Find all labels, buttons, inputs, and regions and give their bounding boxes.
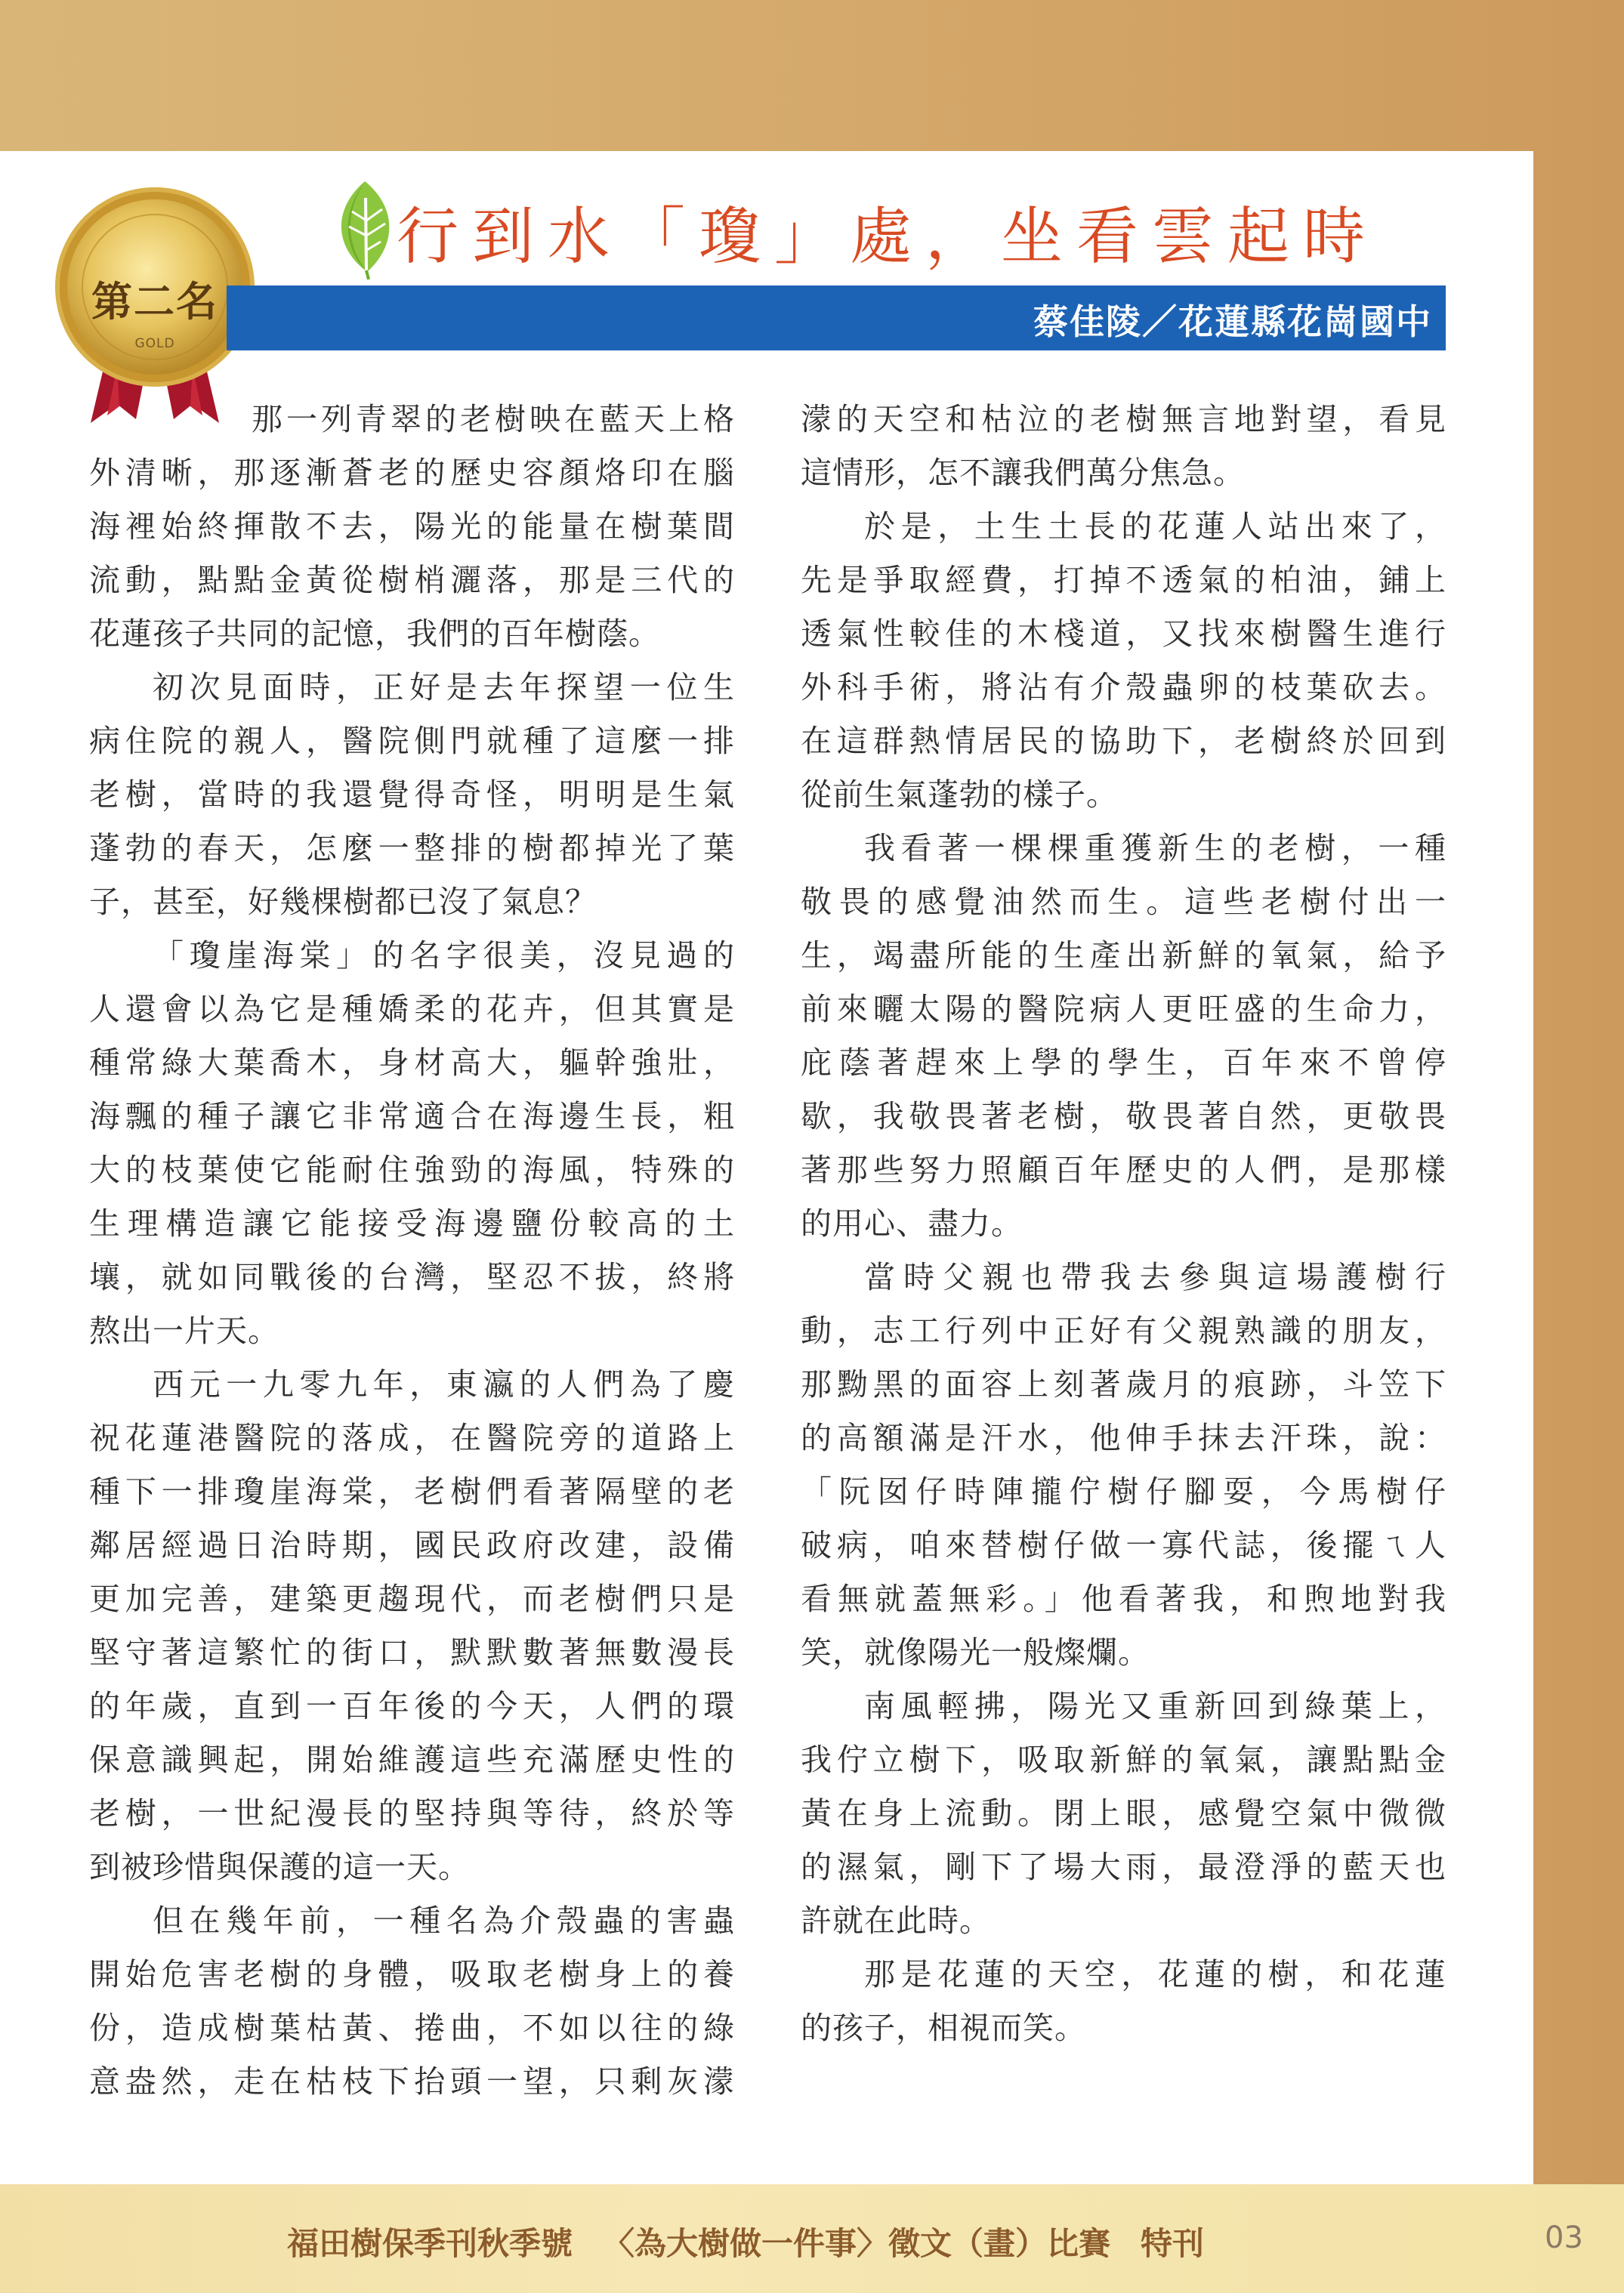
paragraph [89, 661, 735, 929]
text-line: 外科手術，將沾有介殼蟲卵的枝葉砍去。 [801, 669, 1446, 705]
paragraph [801, 1251, 1446, 1680]
text-line: 笑，就像陽光一般燦爛。 [801, 1634, 1150, 1671]
text-line: 鄰居經過日治時期，國民政府改建，設備 [89, 1527, 735, 1563]
article-title: 行到水「瓊」處，坐看雲起時 [397, 201, 1379, 273]
text-line: 但在幾年前，一種名為介殼蟲的害蟲 [153, 1903, 735, 1939]
text-line: 保意識興起，開始維護這些充滿歷史性的 [89, 1742, 735, 1778]
page-number: 03 [1545, 2220, 1583, 2255]
text-line: 開始危害老樹的身體，吸取老樹身上的養 [89, 1956, 735, 1992]
text-line: 種下一排瓊崖海棠，老樹們看著隔壁的老 [89, 1474, 735, 1510]
text-line: 當時父親也帶我去參與這場護樹行 [864, 1259, 1446, 1295]
text-line: 我看著一棵棵重獲新生的老樹，一種 [864, 830, 1446, 866]
text-line: 份，造成樹葉枯黃、捲曲，不如以往的綠 [89, 2010, 735, 2046]
author-byline: 蔡佳陵／花蓮縣花崗國中 [1033, 301, 1432, 342]
text-line: 南風輕拂，陽光又重新回到綠葉上， [864, 1688, 1446, 1724]
text-line: 壤，就如同戰後的台灣，堅忍不拔，終將 [89, 1259, 735, 1295]
text-line: 海飄的種子讓它非常適合在海邊生長，粗 [89, 1098, 735, 1134]
text-line: 在這群熱情居民的協助下，老樹終於回到 [801, 723, 1446, 759]
footer-magazine: 福田樹保季刊秋季號 [287, 2225, 573, 2262]
medal-rank-text: 第二名 [91, 278, 218, 326]
paragraph [801, 1948, 1446, 2055]
text-line: 的高額滿是汗水，他伸手抹去汗珠，說： [801, 1420, 1446, 1456]
text-line: 許就在此時。 [801, 1903, 991, 1939]
text-line: 於是，土生土長的花蓮人站出來了， [864, 508, 1446, 545]
text-line: 那一列青翠的老樹映在藍天上格 [252, 401, 735, 437]
text-column-right [801, 393, 1446, 2055]
text-line: 的用心、盡力。 [801, 1205, 1023, 1242]
text-line: 的濕氣，剛下了場大雨，最澄淨的藍天也 [801, 1849, 1446, 1885]
paragraph [89, 1894, 735, 2109]
medal-grade-text: GOLD [134, 336, 175, 351]
text-line: 前來曬太陽的醫院病人更旺盛的生命力， [801, 991, 1446, 1027]
text-line: 從前生氣蓬勃的樣子。 [801, 776, 1118, 813]
text-line: 種常綠大葉喬木，身材高大，軀幹強壯， [89, 1045, 735, 1081]
text-line: 海裡始終揮散不去，陽光的能量在樹葉間 [89, 508, 735, 545]
text-line: 歇，我敬畏著老樹，敬畏著自然，更敬畏 [801, 1098, 1446, 1134]
text-line: 先是爭取經費，打掉不透氣的柏油，鋪上 [801, 562, 1446, 598]
text-line: 老樹，一世紀漫長的堅持與等待，終於等 [89, 1795, 735, 1832]
text-line: 「瓊崖海棠」的名字很美，沒見過的 [153, 937, 735, 974]
text-line: 動，志工行列中正好有父親熟識的朋友， [801, 1313, 1446, 1349]
text-line: 「阮囡仔時陣攏佇樹仔腳耍，今馬樹仔 [801, 1474, 1446, 1510]
text-line: 生理構造讓它能接受海邊鹽份較高的土 [89, 1205, 735, 1242]
text-line: 人還會以為它是種嬌柔的花卉，但其實是 [89, 991, 735, 1027]
text-line: 堅守著這繁忙的街口，默默數著無數漫長 [89, 1634, 735, 1671]
text-line: 破病，咱來替樹仔做一寡代誌，後擺ㄟ人 [801, 1527, 1446, 1563]
text-line: 的孩子，相視而笑。 [801, 2010, 1086, 2046]
text-line: 那是花蓮的天空，花蓮的樹，和花蓮 [864, 1956, 1446, 1992]
paragraph [801, 500, 1446, 822]
text-line: 祝花蓮港醫院的落成，在醫院旁的道路上 [89, 1420, 735, 1456]
footer-special: 特刊 [1141, 2225, 1205, 2262]
text-line: 意盎然，走在枯枝下抬頭一望，只剩灰濛 [89, 2063, 735, 2100]
footer-contest: 〈為大樹做一件事〉徵文（畫）比賽 [603, 2225, 1111, 2262]
paragraph [89, 393, 735, 661]
text-line: 的年歲，直到一百年後的今天，人們的環 [89, 1688, 735, 1724]
text-line: 黃在身上流動。閉上眼，感覺空氣中微微 [801, 1795, 1446, 1832]
text-line: 老樹，當時的我還覺得奇怪，明明是生氣 [89, 776, 735, 813]
text-line: 庇蔭著趕來上學的學生，百年來不曾停 [801, 1045, 1446, 1081]
text-line: 透氣性較佳的木棧道，又找來樹醫生進行 [801, 616, 1446, 652]
author-bar [227, 285, 1446, 350]
text-line: 西元一九零九年，東瀛的人們為了慶 [153, 1366, 735, 1403]
text-line: 蓬勃的春天，怎麼一整排的樹都掉光了葉 [89, 830, 735, 866]
text-line: 著那些努力照顧百年歷史的人們，是那樣 [801, 1152, 1446, 1188]
text-line: 敬畏的感覺油然而生。這些老樹付出一 [801, 884, 1446, 920]
paragraph [801, 393, 1446, 500]
text-column-left [89, 393, 735, 2109]
text-line: 更加完善，建築更趨現代，而老樹們只是 [89, 1581, 735, 1617]
text-line: 到被珍惜與保護的這一天。 [89, 1849, 470, 1885]
text-line: 我佇立樹下，吸取新鮮的氧氣，讓點點金 [801, 1742, 1446, 1778]
text-line: 花蓮孩子共同的記憶，我們的百年樹蔭。 [89, 616, 660, 652]
text-line: 濛的天空和枯泣的老樹無言地對望，看見 [801, 401, 1446, 437]
text-line: 生，竭盡所能的生產出新鮮的氧氣，給予 [801, 937, 1446, 974]
paragraph [89, 929, 735, 1358]
text-line: 大的枝葉使它能耐住強勁的海風，特殊的 [89, 1152, 735, 1188]
text-line: 熬出一片天。 [89, 1313, 279, 1349]
text-line: 初次見面時，正好是去年探望一位生 [153, 669, 735, 705]
paragraph [89, 1358, 735, 1894]
text-line: 子，甚至，好幾棵樹都已沒了氣息？ [89, 884, 597, 920]
text-line: 外清晰，那逐漸蒼老的歷史容顏烙印在腦 [89, 455, 735, 491]
text-line: 看無就蓋無彩。」他看著我，和煦地對我 [801, 1581, 1446, 1617]
text-line: 病住院的親人，醫院側門就種了這麼一排 [89, 723, 735, 759]
text-line: 那黝黑的面容上刻著歲月的痕跡，斗笠下 [801, 1366, 1446, 1403]
leaf-icon [323, 175, 406, 281]
text-line: 流動，點點金黃從樹梢灑落，那是三代的 [89, 562, 735, 598]
paragraph [801, 1680, 1446, 1948]
text-line: 這情形，怎不讓我們萬分焦急。 [801, 455, 1245, 491]
footer-caption [287, 2219, 1204, 2264]
paragraph [801, 822, 1446, 1251]
